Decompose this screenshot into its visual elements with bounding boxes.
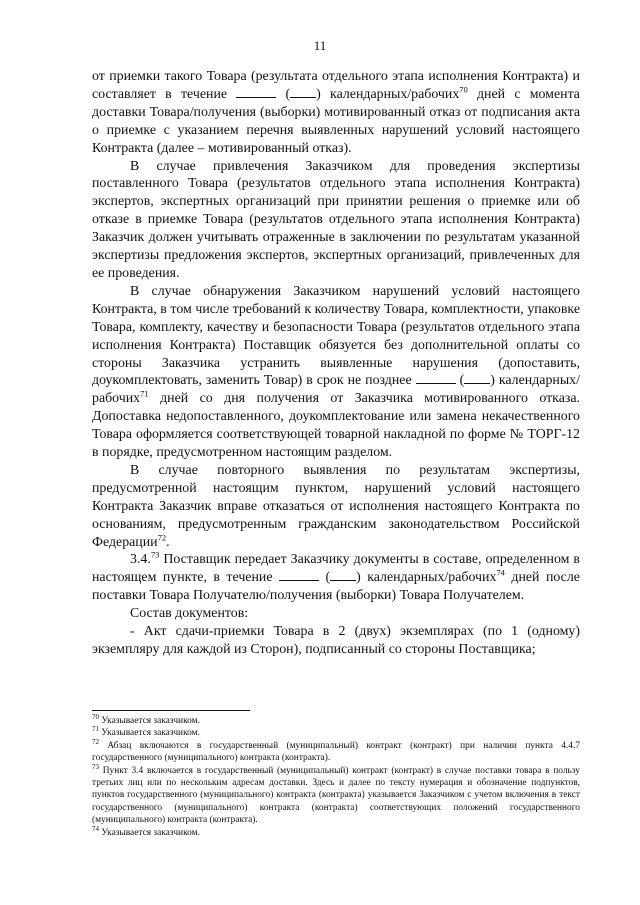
paragraph-3: В случае обнаружения Заказчиком нарушений условий настоящего Контракта, в том числе требований к количеству Товара, комплектности, упаковке Товара, комплекту, качеству и безопасности Товара (результатов отдельного этапа исполнения Контракта) Поставщик обязуется без дополнительной оплаты со стороны Заказчика устранить выявленные нарушения (допоставить, доукомплектовать, заменить Товар) в срок не позднее ( ) календарных/рабочих$^{71}$ дней со дня получения от Заказчика мотивированного отказа. Допоставка недопоставленного, доукомплектование или замена некачественного Товара оформляется соответствующей товарной накладной по форме № ТОРГ-12 в порядке, предусмотренном настоящим разделом. <box>92 283 580 461</box>
list-item: - Акт сдачи-приемки Товара в 2 (двух) экземплярах (по 1 (одному) экземпляру для каждой из Сторон), подписанный со стороны Поставщика; <box>92 624 580 657</box>
footnote: $^{70}$ Указывается заказчиком. <box>92 712 200 726</box>
footnote-ref: 71 <box>140 388 149 399</box>
footnote: $^{73}$ Пункт 3.4 включается в государственный (муниципальный) контракт (контракт) в случае поставки товара в пользу третьих лиц или по нескольким адресам доставки. Здесь и далее по тексту нумерация и обозначение подпунктов, пунктов государственного (муниципального) контракта (контракта) указывается Заказчиком с учетом включения в текст государственного (муниципального) контракта (контракта) соответствующих положений государственного (муниципального) контракта (контракта). <box>92 762 580 826</box>
footnote-ref: 72 <box>157 531 167 542</box>
blank-field <box>290 86 316 98</box>
blank-field <box>416 372 456 384</box>
page-number: 11 <box>313 38 327 53</box>
footnote: $^{71}$ Указывается заказчиком. <box>92 725 200 739</box>
footnote: $^{74}$ Указывается заказчиком. <box>92 824 200 838</box>
paragraph-2: В случае привлечения Заказчиком для проведения экспертизы поставленного Товара (результатов отдельного этапа исполнения Контракта) экспертов, экспертных организаций при принятии решения о приемке или об отказе в приемке Товара (результатов отдельного этапа исполнения Контракта) Заказчик должен учитывать отраженные в заключении по результатам указанной экспертизы предложения экспертов, экспертных организаций, привлеченных для ее проведения. <box>92 158 580 281</box>
footnote-divider <box>92 710 250 711</box>
blank-field <box>279 569 319 581</box>
blank-field <box>330 569 356 581</box>
footnotes <box>92 712 580 839</box>
paragraph-3-4: 3.4.73 Поставщик передает Заказчику документы в составе, определенном в настоящем пункте, в течение ( ) календарных/рабочих$^{74}$ дней после поставки Товара Получателю/получения (выборки) Товара Получателем. <box>92 549 580 604</box>
blank-field <box>464 372 490 384</box>
clause-number: 3.4. <box>130 552 151 568</box>
footnote-ref: 73 <box>150 549 160 560</box>
paragraph-4: В случае повторного выявления по результатам экспертизы, предусмотренной настоящим пунктом, нарушений условий настоящего Контракта Заказчик вправе отказаться от исполнения настоящего Контракта по основаниям, предусмотренным гражданским законодательством Российской Федерации$^{72}$. <box>92 462 580 550</box>
document-body <box>92 68 580 659</box>
footnote: $^{72}$ Абзац включаются в государственный (муниципальный) контракт (контракт) при наличии пункта 4.4.7 государственного (муниципального) контракта (контракта). <box>92 737 580 764</box>
footnote-ref: 70 <box>459 84 468 95</box>
paragraph-documents-heading: Состав документов: <box>130 606 249 622</box>
paragraph-1: от приемки такого Товара (результата отдельного этапа исполнения Контракта) и составляет в течение ( ) календарных/рабочих$^{70}$ дней с момента доставки Товара/получения (выборки) мотивированный отказ от подписания акта о приемке с указанием перечня выявленных нарушений условий настоящего Контракта (далее – мотивированный отказ). <box>92 69 580 156</box>
blank-field <box>236 86 276 98</box>
footnote-ref: 74 <box>496 567 505 578</box>
